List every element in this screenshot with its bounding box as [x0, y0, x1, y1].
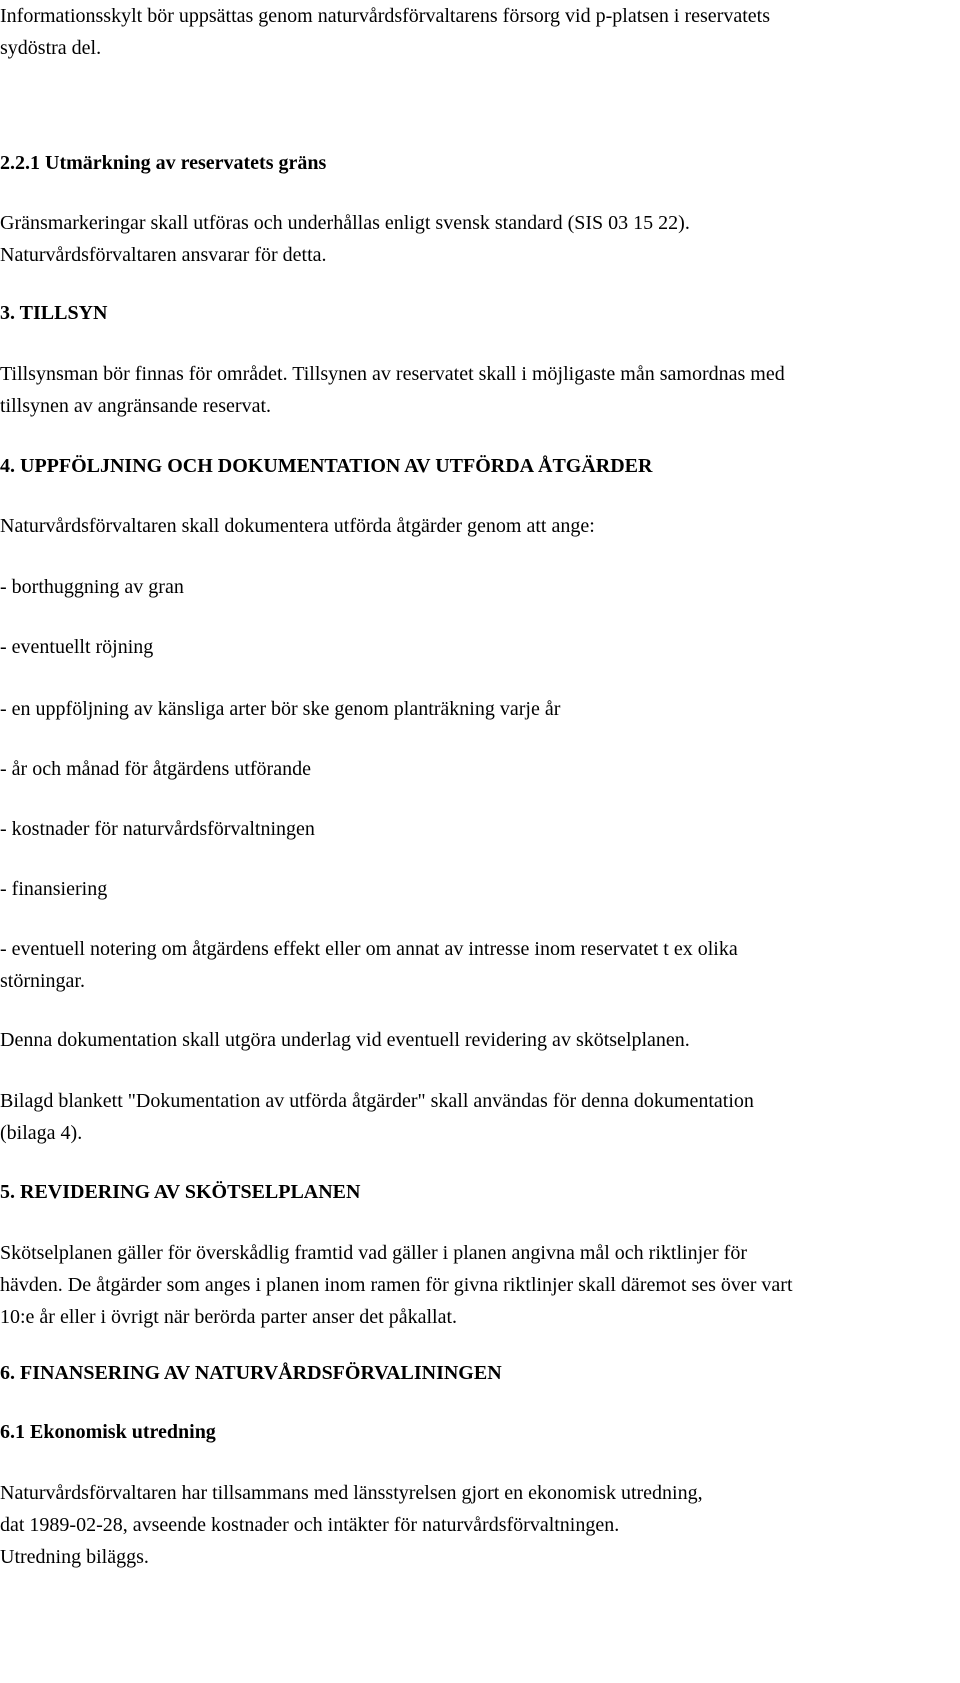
- section-4-intro: Naturvårdsförvaltaren skall dokumentera utförda åtgärder genom att ange:: [0, 515, 595, 537]
- text-line: Skötselplanen gäller för överskådlig framtid vad gäller i planen angivna mål och riktlinjer för: [0, 1242, 747, 1264]
- text-line: (bilaga 4).: [0, 1122, 83, 1144]
- section-heading-4: 4. UPPFÖLJNING OCH DOKUMENTATION AV UTFÖRDA ÅTGÄRDER: [0, 455, 653, 477]
- list-item: - år och månad för åtgärdens utförande: [0, 758, 311, 780]
- section-heading-5: 5. REVIDERING AV SKÖTSELPLANEN: [0, 1181, 361, 1203]
- text-line: dat 1989-02-28, avseende kostnader och intäkter för naturvårdsförvaltningen.: [0, 1514, 620, 1536]
- section-heading-3: 3. TILLSYN: [0, 302, 108, 324]
- text-line: störningar.: [0, 970, 85, 992]
- text-line: Bilagd blankett "Dokumentation av utförda åtgärder" skall användas för denna dokumentation: [0, 1090, 754, 1112]
- section-heading-2-2-1: 2.2.1 Utmärkning av reservatets gräns: [0, 152, 327, 174]
- text-line: - eventuell notering om åtgärdens effekt eller om annat av intresse inom reservatet t ex olika: [0, 938, 738, 960]
- list-item: - finansiering: [0, 878, 108, 900]
- section-2-2-1-paragraph: [0, 207, 690, 271]
- section-6-1-paragraph: [0, 1477, 703, 1573]
- section-4-paragraph: Denna dokumentation skall utgöra underlag vid eventuell revidering av skötselplanen.: [0, 1029, 690, 1051]
- text-line: tillsynen av angränsande reservat.: [0, 395, 272, 417]
- list-item: [0, 933, 738, 997]
- list-item: - kostnader för naturvårdsförvaltningen: [0, 818, 315, 840]
- text-line: Utredning biläggs.: [0, 1546, 149, 1568]
- text-line: Tillsynsman bör finnas för området. Tillsynen av reservatet skall i möjligaste mån samordnas med: [0, 363, 785, 385]
- section-4-paragraph: [0, 1085, 754, 1149]
- text-line: hävden. De åtgärder som anges i planen inom ramen för givna riktlinjer skall däremot ses över vart: [0, 1274, 793, 1296]
- text-line: Naturvårdsförvaltaren har tillsammans med länsstyrelsen gjort en ekonomisk utredning,: [0, 1482, 703, 1504]
- intro-paragraph: [0, 0, 770, 64]
- text-line: sydöstra del.: [0, 37, 102, 59]
- text-line: Gränsmarkeringar skall utföras och underhållas enligt svensk standard (SIS 03 15 22).: [0, 212, 690, 234]
- section-heading-6: 6. FINANSERING AV NATURVÅRDSFÖRVALININGEN: [0, 1362, 502, 1384]
- list-item: - borthuggning av gran: [0, 576, 184, 598]
- section-3-paragraph: [0, 358, 785, 422]
- section-5-paragraph: [0, 1237, 793, 1333]
- text-line: Naturvårdsförvaltaren ansvarar för detta.: [0, 244, 327, 266]
- text-line: Informationsskylt bör uppsättas genom naturvårdsförvaltarens försorg vid p-platsen i reservatets: [0, 5, 770, 27]
- list-item: - en uppföljning av känsliga arter bör ske genom planträkning varje år: [0, 698, 561, 720]
- list-item: - eventuellt röjning: [0, 636, 154, 658]
- text-line: 10:e år eller i övrigt när berörda parter anser det påkallat.: [0, 1306, 458, 1328]
- section-heading-6-1: 6.1 Ekonomisk utredning: [0, 1421, 216, 1443]
